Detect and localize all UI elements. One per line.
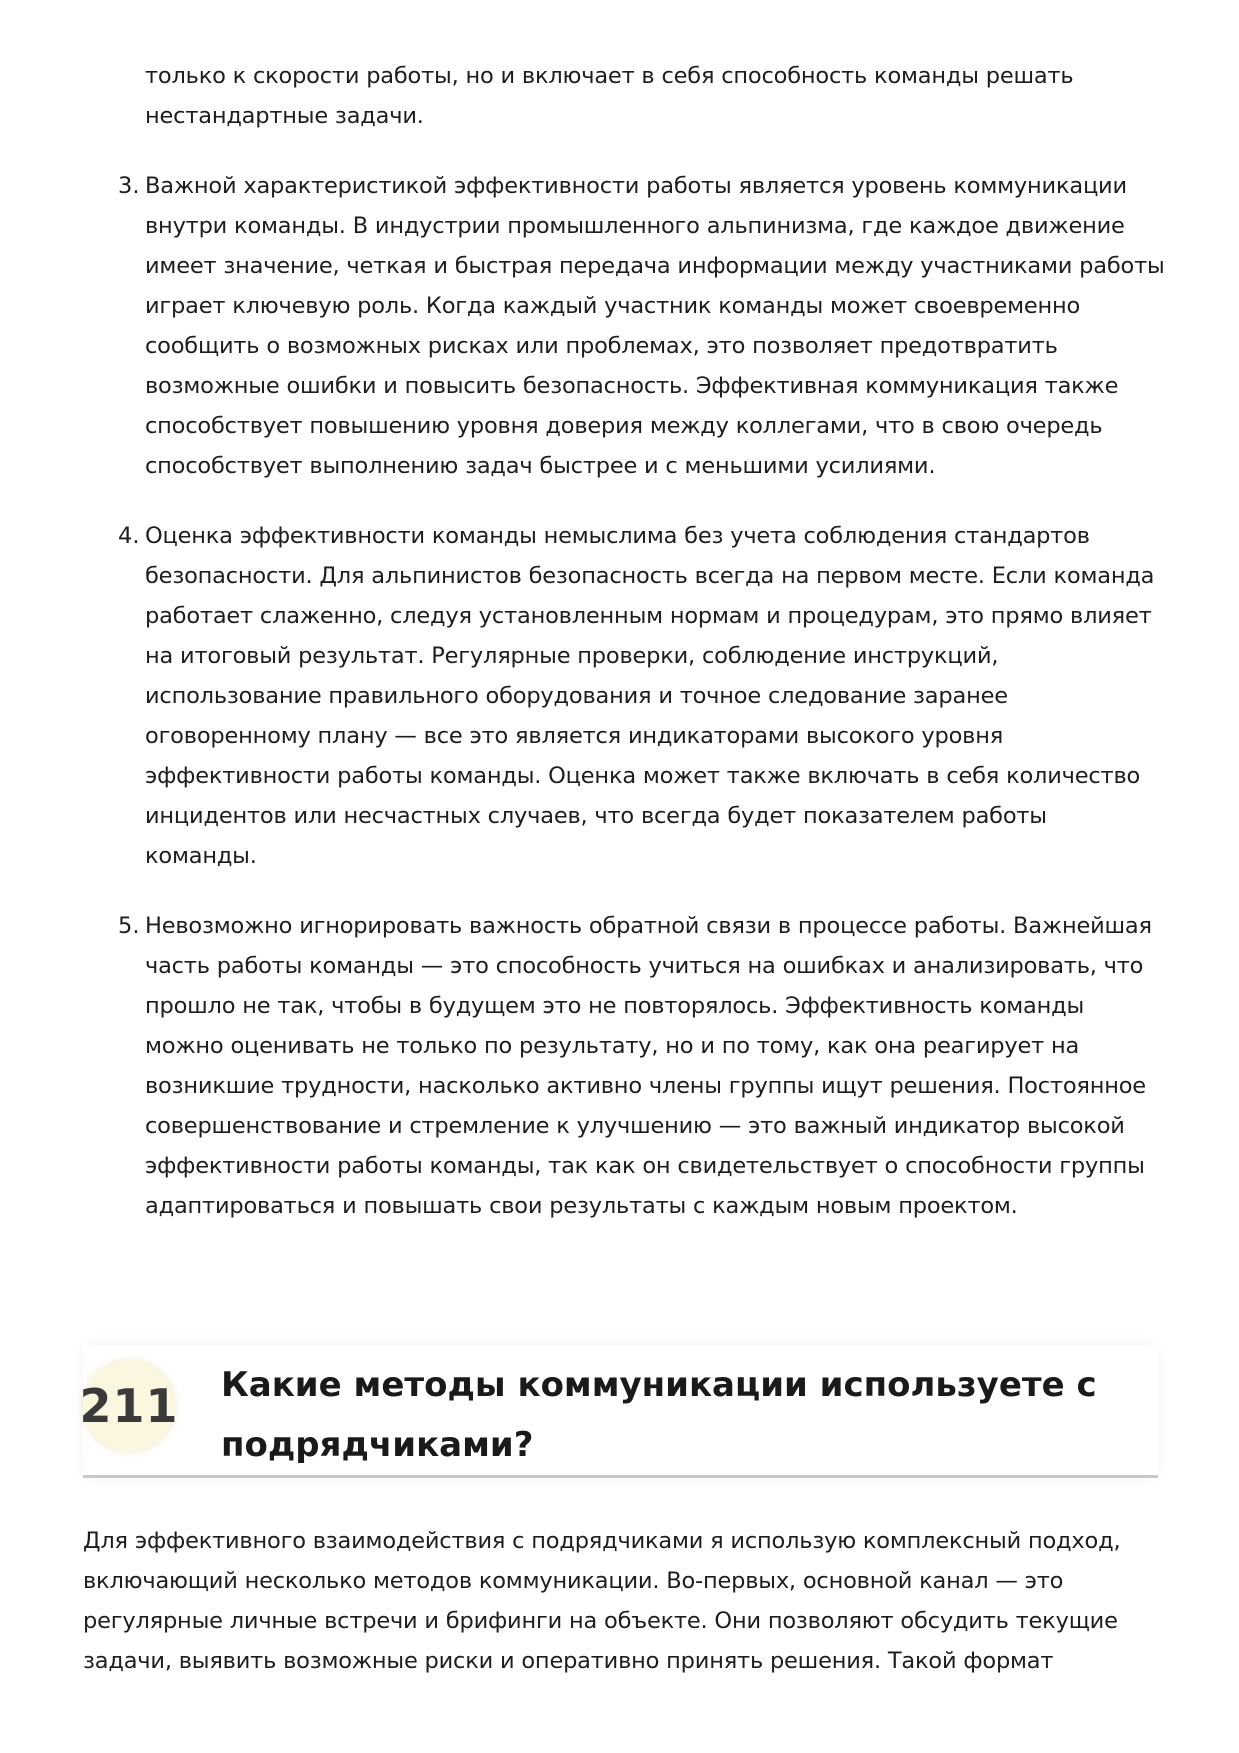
question-title: Какие методы коммуникации используете с подрядчиками? bbox=[221, 1365, 1097, 1465]
list-item-number: 5. bbox=[118, 913, 140, 939]
question-number-badge bbox=[79, 1360, 179, 1452]
numbered-list bbox=[0, 56, 1239, 1256]
question-header bbox=[79, 1345, 1158, 1478]
list-item-number: 3. bbox=[118, 173, 140, 199]
list-item bbox=[0, 516, 1239, 876]
question-number: 211 bbox=[79, 1379, 179, 1433]
list-item-text: только к скорости работы, но и включает в себя способность команды решать нестандартные задачи. bbox=[145, 63, 1074, 129]
list-item-text: Важной характеристикой эффективности работы является уровень коммуникации внутри команды. В индустрии промышленного альпинизма, где каждое движение имеет значение, четкая и быстрая передача информации между участниками работы играет ключевую роль. Когда каждый участник команды может своевременно сообщить о возможных рисках или проблемах, это позволяет предотвратить возможные ошибки и повысить безопасность. Эффективная коммуникация также способствует повышению уровня доверия между коллегами, что в свою очередь способствует выполнению задач быстрее и с меньшими усилиями. bbox=[145, 173, 1165, 479]
list-item bbox=[0, 166, 1239, 486]
list-item bbox=[0, 906, 1239, 1226]
list-item bbox=[0, 56, 1239, 136]
list-item-text: Оценка эффективности команды немыслима без учета соблюдения стандартов безопасности. Для альпинистов безопасность всегда на первом месте. Если команда работает слаженно, следуя установленным нормам и процедурам, это прямо влияет на итоговый результат. Регулярные проверки, соблюдение инструкций, использование правильного оборудования и точное следование заранее оговоренному плану — все это является индикаторами высокого уровня эффективности работы команды. Оценка может также включать в себя количество инцидентов или несчастных случаев, что всегда будет показателем работы команды. bbox=[145, 523, 1155, 869]
answer-paragraph: Для эффективного взаимодействия с подрядчиками я использую комплексный подход, включающий несколько методов коммуникации. Во-первых, основной канал — это регулярные личные встречи и брифинги на объекте. Они позволяют обсудить текущие задачи, выявить возможные риски и оперативно принять решения. Такой формат bbox=[83, 1528, 1121, 1674]
list-item-number: 4. bbox=[118, 523, 140, 549]
list-item-text: Невозможно игнорировать важность обратной связи в процессе работы. Важнейшая часть работы команды — это способность учиться на ошибках и анализировать, что прошло не так, чтобы в будущем это не повторялось. Эффективность команды можно оценивать не только по результату, но и по тому, как она реагирует на возникшие трудности, насколько активно члены группы ищут решения. Постоянное совершенствование и стремление к улучшению — это важный индикатор высокой эффективности работы команды, так как он свидетельствует о способности группы адаптироваться и повышать свои результаты с каждым новым проектом. bbox=[145, 913, 1152, 1219]
